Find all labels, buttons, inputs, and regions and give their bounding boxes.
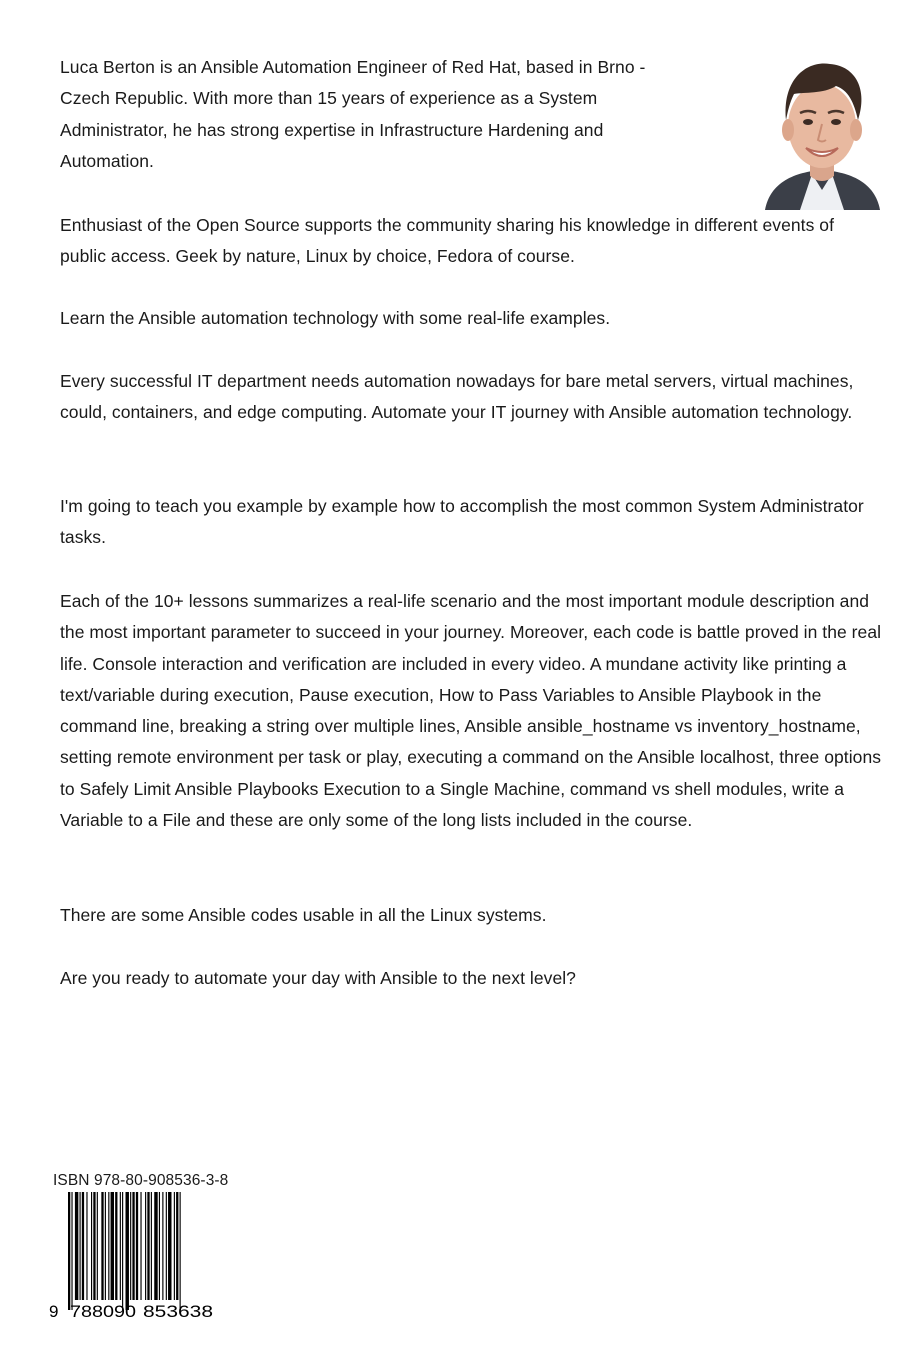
barcode-bar [168,1192,171,1300]
barcode-bar [105,1192,106,1300]
isbn-label: ISBN 978-80-908536-3-8 [53,1172,229,1189]
barcode-bar [166,1192,167,1300]
author-portrait-icon [760,50,885,210]
barcode-bar [86,1192,87,1300]
barcode-bar [80,1192,81,1300]
barcode-bar [126,1192,129,1310]
description-each: Each of the 10+ lessons summarizes a real-life scenario and the most important module description and the most important parameter to succeed in your journey. Moreover, each code is battle proved in the real life. Console interaction and verification are included in every video. A mundane activity like printing a text/variable during execution, Pause execution, How to Pass Variables to Ansible Playbook in the command line, breaking a string over multiple lines, Ansible ansible_hostname vs inventory_hostname, setting remote environment per task or play, executing a command on the Ansible localhost, three options to Safely Limit Ansible Playbooks Execution to a Single Machine, command vs shell modules, write a Variable to a File and these are only some of the long lists included in the course. [60,591,882,831]
barcode-bar [68,1192,70,1310]
barcode-left-digits: 788090 [70,1302,136,1321]
barcode-bar [154,1192,157,1300]
isbn-barcode [48,1192,223,1322]
description-ready: Are you ready to automate your day with Ansible to the next level? [60,968,576,988]
barcode-bar [82,1192,84,1300]
barcode-bar [111,1192,114,1300]
barcode-bar [145,1192,146,1300]
barcode-first-digit: 9 [49,1302,59,1321]
description-learn: Learn the Ansible automation technology with some real-life examples. [60,308,611,328]
barcode-bar [132,1192,134,1300]
barcode-bar [101,1192,103,1300]
barcode-bar [162,1192,163,1300]
barcode-bar [108,1192,109,1300]
barcode-bar [130,1192,131,1300]
barcode-bar [115,1192,117,1300]
description-codes: There are some Ansible codes usable in all the Linux systems. [60,905,547,925]
barcode-bar [140,1192,141,1300]
barcode-right-digits: 853638 [143,1302,213,1321]
barcode-bar [122,1192,123,1310]
barcode-bar [91,1192,92,1300]
barcode-bar [97,1192,98,1300]
barcode-bar [159,1192,160,1300]
barcode-bar [71,1192,72,1310]
barcode-bar [93,1192,95,1300]
barcode-bar [136,1192,138,1300]
barcode-bar [174,1192,175,1300]
barcode-bar [176,1192,178,1300]
description-every: Every successful IT department needs automation nowadays for bare metal servers, virtual machines, could, containers, and edge computing. Automate your IT journey with Ansible automation technology. [60,371,854,423]
description-teach: I'm going to teach you example by example how to accomplish the most common System Administrator tasks. [60,496,864,548]
barcode-bar [151,1192,152,1300]
author-bio: Luca Berton is an Ansible Automation Engineer of Red Hat, based in Brno - Czech Republic. With more than 15 years of experience as a System Administrator, he has strong expertise in Infrastructure Hardening and Automation. [60,57,646,171]
barcode-bar [180,1192,181,1310]
barcode-bar [75,1192,78,1300]
barcode-bar [120,1192,121,1300]
author-enthusiast: Enthusiast of the Open Source supports the community sharing his knowledge in different events of public access. Geek by nature, Linux by choice, Fedora of course. [60,215,834,267]
barcode-bar [147,1192,149,1300]
